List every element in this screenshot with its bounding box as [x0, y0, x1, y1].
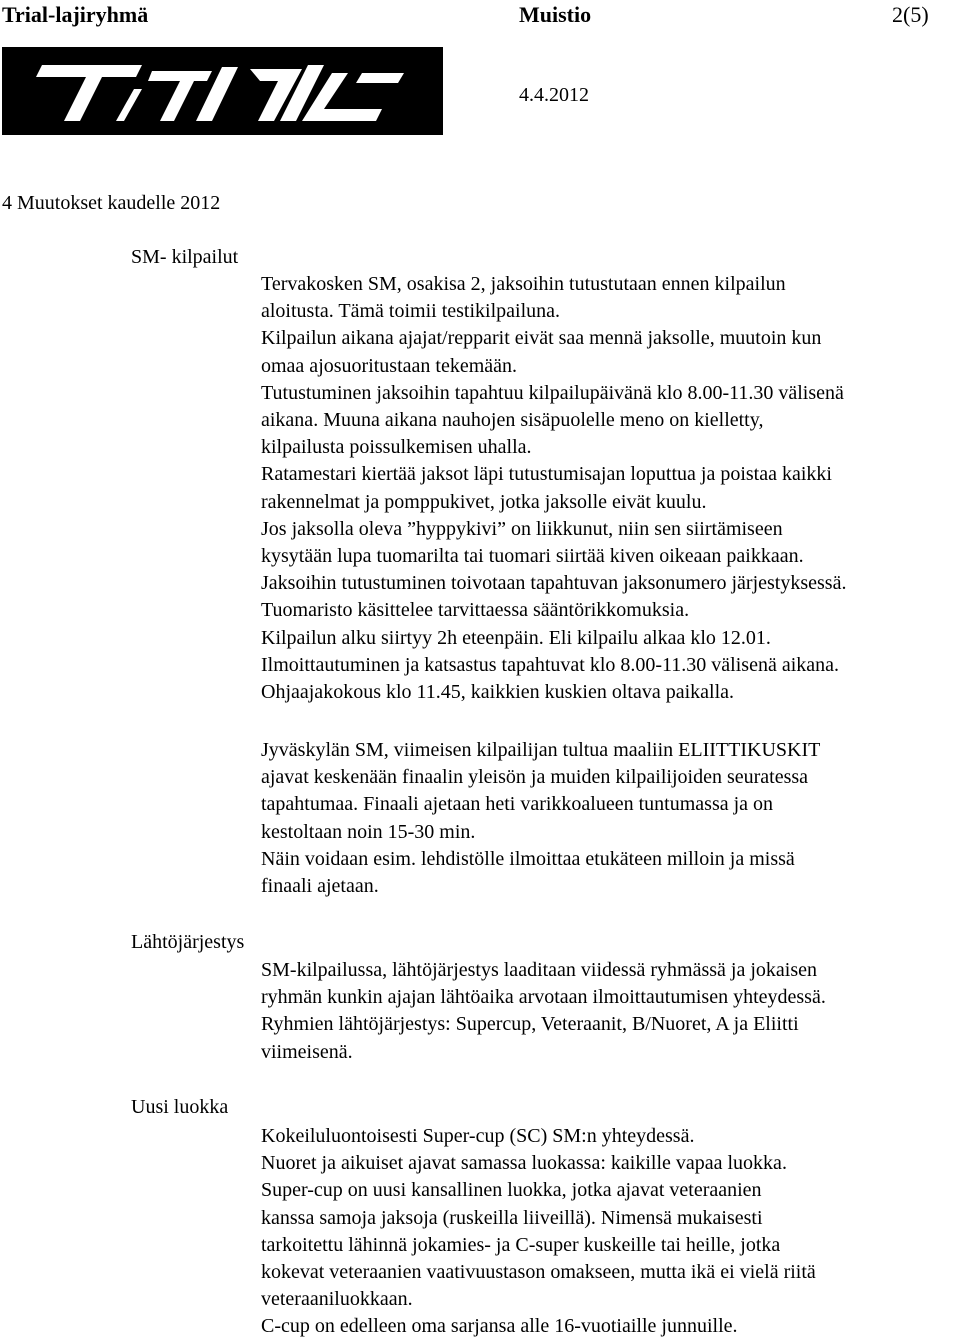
- sm-kilpailut-paragraph-2: [261, 737, 820, 900]
- lahtojarjestys-label: Lähtöjärjestys: [131, 931, 245, 953]
- text-line: omaa ajosuoritustaan tekemään.: [261, 354, 518, 377]
- section-title: 4 Muutokset kaudelle 2012: [2, 192, 221, 214]
- text-line: tapahtumaa. Finaali ajetaan heti varikkoalueen tuntumassa ja on: [261, 793, 774, 816]
- text-line: veteraaniluokkaan.: [261, 1288, 413, 1311]
- trial-logo-graphic: [2, 47, 443, 135]
- document-date: 4.4.2012: [519, 84, 589, 106]
- uusi-luokka-paragraph: [261, 1123, 816, 1341]
- page-number: 2(5): [892, 2, 929, 27]
- text-line: kokevat veteraanien vaativuustason omakseen, mutta ikä ei vielä riitä: [261, 1261, 816, 1284]
- text-line: finaali ajetaan.: [261, 875, 379, 898]
- text-line: kysytään lupa tuomarilta tai tuomari siirtää kiven oikeaan paikkaan.: [261, 545, 804, 568]
- text-line: viimeisenä.: [261, 1040, 353, 1063]
- text-line: Ilmoittautuminen ja katsastus tapahtuvat klo 8.00-11.30 välisenä aikana.: [261, 653, 840, 676]
- text-line: Jyväskylän SM, viimeisen kilpailijan tultua maaliin ELIITTIKUSKIT: [261, 739, 821, 761]
- text-line: Kilpailun aikana ajajat/repparit eivät saa mennä jaksolle, muutoin kun: [261, 327, 822, 350]
- text-line: Jos jaksolla oleva ”hyppykivi” on liikkunut, niin sen siirtämiseen: [261, 517, 783, 540]
- text-line: Tervakosken SM, osakisa 2, jaksoihin tutustutaan ennen kilpailun: [261, 273, 786, 295]
- sm-kilpailut-paragraph-1: [261, 271, 846, 706]
- text-line: Ratamestari kiertää jaksot läpi tutustumisajan loputtua ja poistaa kaikki: [261, 463, 832, 486]
- uusi-luokka-label: Uusi luokka: [131, 1096, 229, 1118]
- header-left: Trial-lajiryhmä: [2, 2, 149, 27]
- text-line: Ryhmien lähtöjärjestys: Supercup, Veteraanit, B/Nuoret, A ja Eliitti: [261, 1013, 799, 1036]
- header-center: Muistio: [519, 2, 592, 27]
- text-line: Tuomaristo käsittelee tarvittaessa sääntörikkomuksia.: [261, 599, 690, 622]
- text-line: Kilpailun alku siirtyy 2h eteenpäin. Eli kilpailu alkaa klo 12.01.: [261, 626, 771, 649]
- text-line: kestoltaan noin 15-30 min.: [261, 820, 476, 843]
- text-line: aikana. Muuna aikana nauhojen sisäpuolelle meno on kielletty,: [261, 409, 764, 432]
- text-line: rakennelmat ja pomppukivet, jotka jaksolle eivät kuulu.: [261, 490, 707, 513]
- text-line: C-cup on edelleen oma sarjansa alle 16-vuotiaille junnuille.: [261, 1315, 738, 1338]
- text-line: kanssa samoja jaksoja (ruskeilla liiveillä). Nimensä mukaisesti: [261, 1206, 763, 1229]
- text-line: Tutustuminen jaksoihin tapahtuu kilpailupäivänä klo 8.00-11.30 välisenä: [261, 381, 844, 404]
- text-line: ryhmän kunkin ajajan lähtöaika arvotaan ilmoittautumisen yhteydessä.: [261, 986, 826, 1009]
- text-line: Nuoret ja aikuiset ajavat samassa luokassa: kaikille vapaa luokka.: [261, 1152, 787, 1175]
- text-line: Jaksoihin tutustuminen toivotaan tapahtuvan jaksonumero järjestyksessä.: [261, 572, 847, 595]
- trial-logo: [2, 47, 443, 135]
- sm-kilpailut-label: SM- kilpailut: [131, 246, 239, 268]
- text-line: tarkoitettu lähinnä jokamies- ja C-super kuskeille tai heille, jotka: [261, 1233, 781, 1256]
- text-line: Super-cup on uusi kansallinen luokka, jotka ajavat veteraanien: [261, 1179, 762, 1202]
- text-line: kilpailusta poissulkemisen uhalla.: [261, 436, 532, 459]
- text-line: Kokeiluluontoisesti Super-cup (SC) SM:n yhteydessä.: [261, 1125, 695, 1147]
- text-line: Ohjaajakokous klo 11.45, kaikkien kuskien oltava paikalla.: [261, 681, 735, 704]
- text-line: SM-kilpailussa, lähtöjärjestys laaditaan viidessä ryhmässä ja jokaisen: [261, 959, 817, 981]
- text-line: ajavat keskenään finaalin yleisön ja muiden kilpailijoiden seuratessa: [261, 766, 809, 789]
- text-line: Näin voidaan esim. lehdistölle ilmoittaa etukäteen milloin ja missä: [261, 847, 795, 870]
- lahtojarjestys-paragraph: [261, 957, 826, 1066]
- text-line: aloitusta. Tämä toimii testikilpailuna.: [261, 300, 561, 323]
